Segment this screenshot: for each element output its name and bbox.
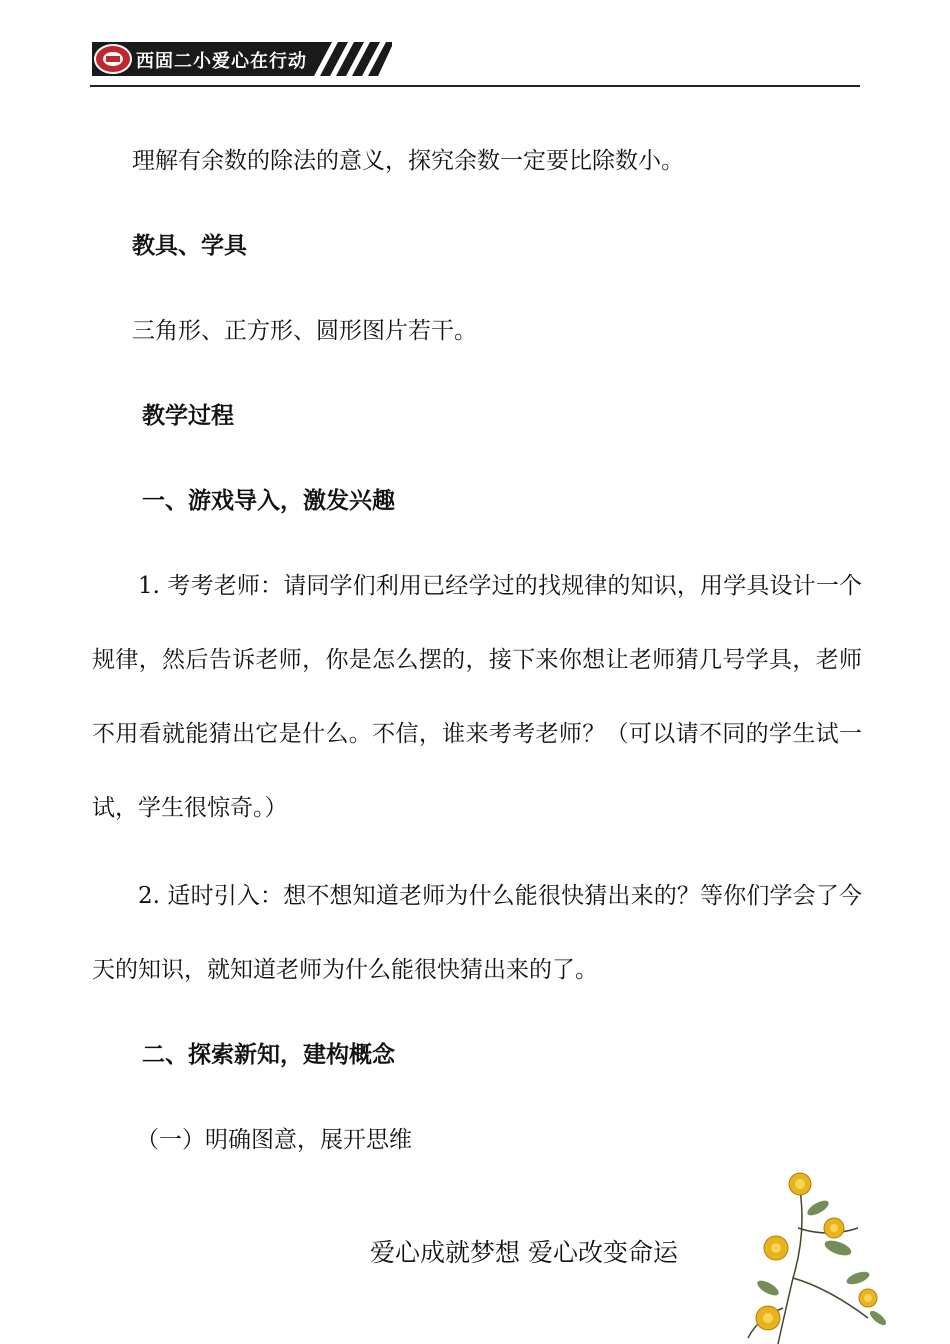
heading-subsection-1: （一）明确图意，展开思维 bbox=[136, 1127, 412, 1153]
objective-text: 理解有余数的除法的意义，探究余数一定要比除数小。 bbox=[132, 148, 684, 174]
tools-text: 三角形、正方形、圆形图片若干。 bbox=[132, 318, 477, 344]
heading-tools: 教具、学具 bbox=[132, 233, 247, 259]
item-1-paragraph bbox=[92, 549, 862, 845]
item-2-text: 2. 适时引入：想不想知道老师为什么能很快猜出来的？等你们学会了今天的知识，就知道老师为什么能很快猜出来的了。 bbox=[92, 883, 862, 983]
banner-title: 西固二小爱心在行动 bbox=[136, 51, 307, 72]
header-divider bbox=[90, 85, 860, 87]
school-emblem-icon bbox=[95, 45, 131, 73]
heading-section-1: 一、游戏导入，激发兴趣 bbox=[142, 488, 395, 514]
item-1-text: 1. 考考老师：请同学们利用已经学过的找规律的知识，用学具设计一个规律，然后告诉老师，你是怎么摆的，接下来你想让老师猜几号学具，老师不用看就能猜出它是什么。不信，谁来考考老师？（可以请不同的学生试一试，学生很惊奇。） bbox=[92, 573, 862, 821]
heading-process: 教学过程 bbox=[142, 403, 234, 429]
chrysanthemum-decoration-icon bbox=[738, 1168, 898, 1344]
heading-section-2: 二、探索新知，建构概念 bbox=[142, 1042, 395, 1068]
item-2-paragraph bbox=[92, 859, 862, 1007]
footer-slogan: 爱心成就梦想 爱心改变命运 bbox=[370, 1238, 678, 1267]
header-banner bbox=[92, 42, 392, 76]
